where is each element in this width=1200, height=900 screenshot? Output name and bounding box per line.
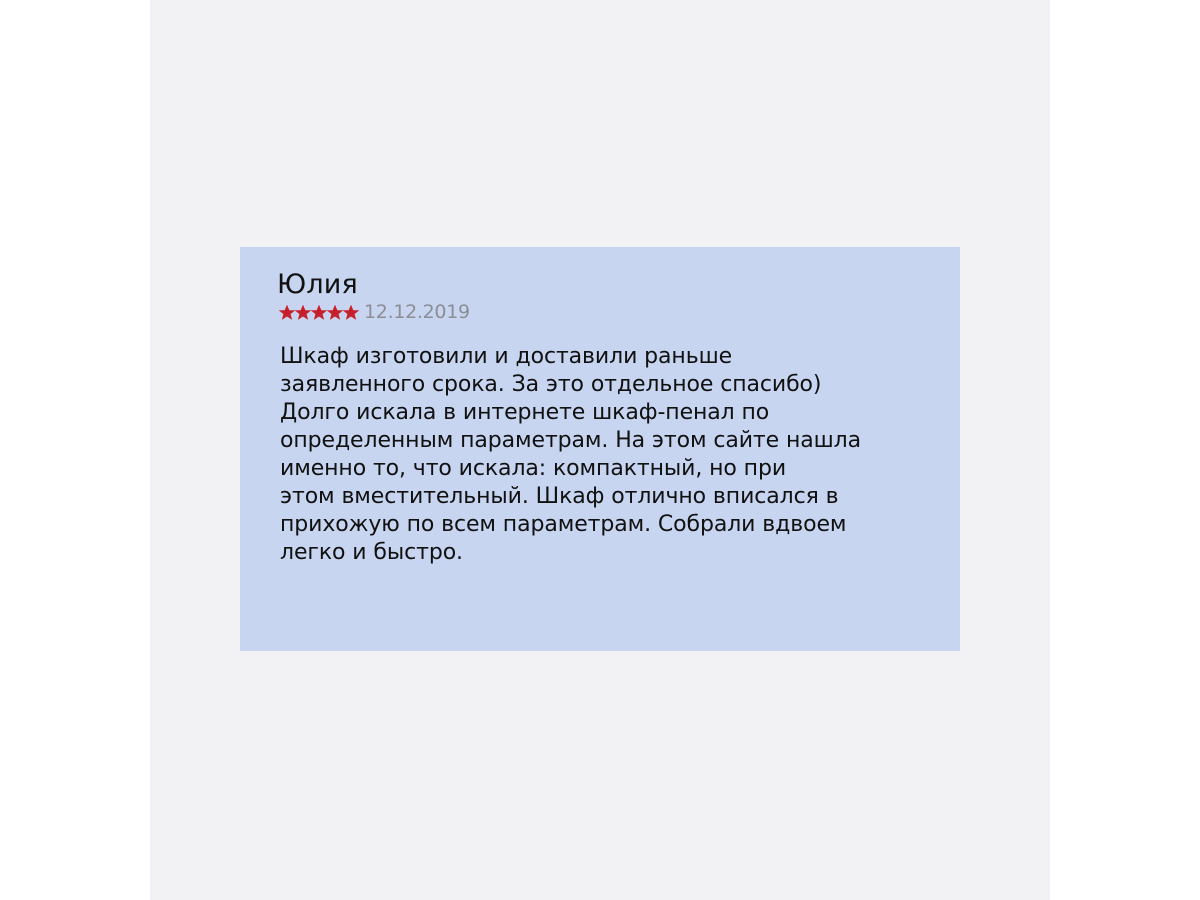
page-background <box>150 0 1050 900</box>
review-date: 12.12.2019 <box>364 301 470 323</box>
star-icon <box>311 305 327 320</box>
star-icon <box>279 305 295 320</box>
star-icon <box>343 305 359 320</box>
star-icon <box>327 305 343 320</box>
review-card <box>240 247 960 651</box>
review-text: Шкаф изготовили и доставили раньше заявленного срока. За это отдельное спасибо) Долго искала в интернете шкаф-пенал по определенным параметрам. На этом сайте нашла именно то, что искала: компактный, но при этом вместительный. Шкаф отлично вписался в прихожую по всем параметрам. Собрали вдвоем легко и быстро. <box>280 344 862 565</box>
star-icon <box>295 305 311 320</box>
review-meta <box>279 300 470 324</box>
review-author: Юлия <box>277 269 358 300</box>
star-rating <box>279 305 359 320</box>
